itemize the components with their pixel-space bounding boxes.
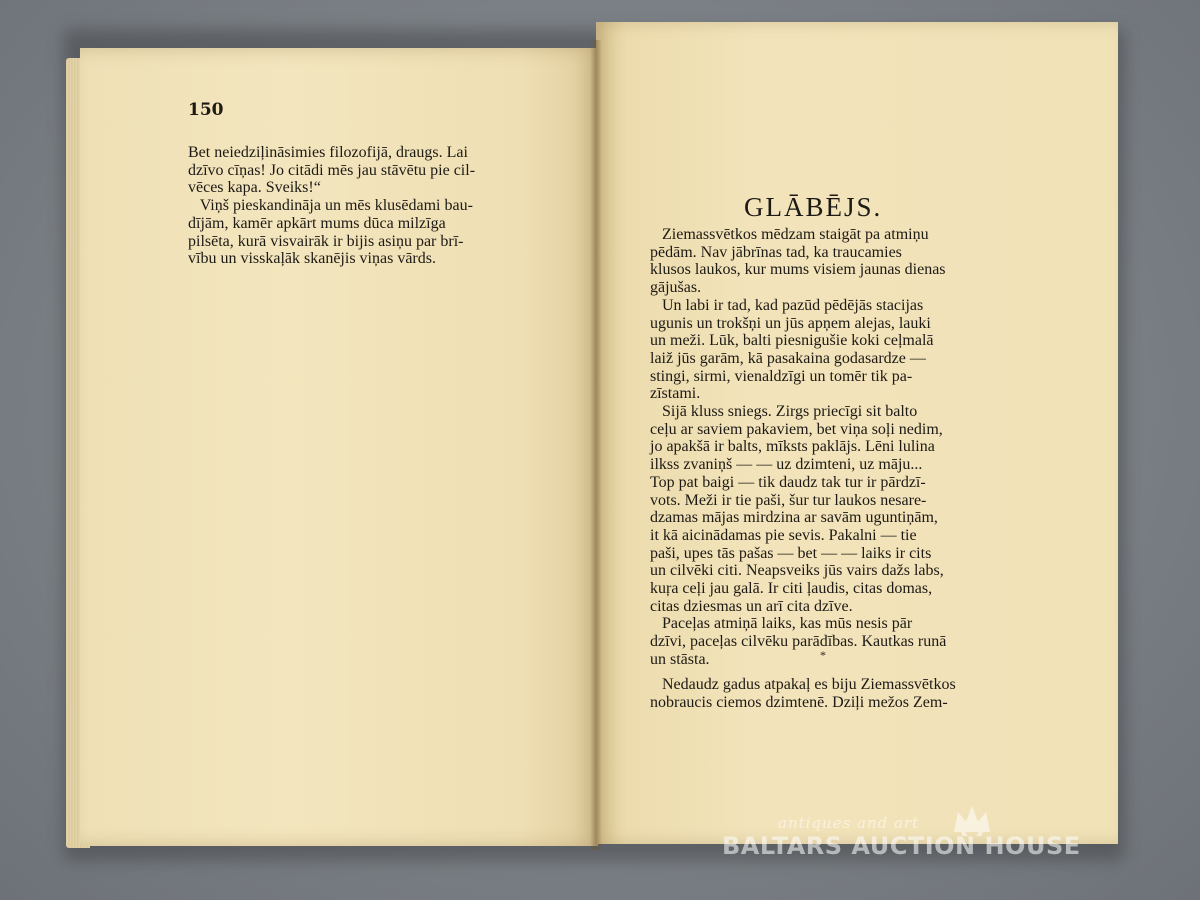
text-line: dzīvi, paceļas cilvēku parādības. Kautkas runā — [650, 633, 947, 651]
watermark-tagline: antiques and art — [778, 814, 920, 832]
text-line: Top pat baigi — tik daudz tak tur ir pārdzī- — [650, 473, 926, 491]
text-line: Nedaudz gadus atpakaļ es biju Ziemassvētkos — [650, 676, 956, 693]
text-line: un meži. Lūk, balti piesnigušie koki ceļmalā — [650, 332, 934, 350]
text-line: Bet neiedziļināsimies filozofijā, draugs. Lai — [188, 144, 468, 161]
text-line: jo apakšā ir balts, mīksts paklājs. Lēni lulina — [650, 438, 935, 456]
text-line: vību un visskaļāk skanējis viņas vārds. — [188, 250, 436, 268]
text-line: laiž jūs garām, kā pasakaina godasardze — — [650, 349, 926, 367]
section-divider: * — [820, 648, 826, 662]
watermark — [722, 808, 1122, 868]
text-line: pēdām. Nav jābrīnas tad, ka traucamies — [650, 243, 902, 261]
text-line: vots. Meži ir tie paši, šur tur laukos nesare- — [650, 491, 927, 509]
text-line: Ziemassvētkos mēdzam staigāt pa atmiņu — [650, 226, 929, 243]
text-line: klusos laukos, kur mums visiem jaunas dienas — [650, 261, 946, 279]
chapter-title: GLĀBĒJS. — [744, 192, 883, 222]
text-line: it kā aicinādamas pie sevis. Pakalni — tie — [650, 526, 917, 544]
text-line: un stāsta. — [650, 650, 710, 668]
page-number: 150 — [188, 100, 224, 120]
text-line: pilsēta, kurā visvairāk ir bijis asiņu par brī- — [188, 232, 464, 250]
right-page-text — [650, 226, 1010, 669]
crown-icon — [950, 802, 994, 836]
text-line: Un labi ir tad, kad pazūd pēdējās stacijas — [650, 296, 924, 314]
left-page-text — [188, 144, 532, 268]
text-line: ilkss zvaniņš — — uz dzimteni, uz māju... — [650, 456, 923, 474]
text-line: dzīvo cīņas! Jo citādi mēs jau stāvētu pie cil- — [188, 161, 476, 179]
text-line: zīstami. — [650, 385, 701, 403]
text-line: citas dziesmas un arī cita dzīve. — [650, 597, 853, 615]
text-line: Viņš pieskandināja un mēs klusēdami bau- — [188, 197, 473, 215]
text-line: gājušas. — [650, 279, 702, 297]
text-line: dījām, kamēr apkārt mums dūca milzīga — [188, 214, 446, 232]
text-line: dzamas mājas mirdzina ar savām uguntiņām, — [650, 509, 938, 527]
text-line: ugunis un trokšņi un jūs apņem alejas, lauki — [650, 314, 931, 332]
text-line: stingi, sirmi, vienaldzīgi un tomēr tik pa- — [650, 367, 913, 385]
text-line: Paceļas atmiņā laiks, kas mūs nesis pār — [650, 615, 913, 633]
text-line: paši, upes tās pašas — bet — — laiks ir cits — [650, 544, 932, 562]
watermark-brand: BALTARS AUCTION HOUSE — [722, 832, 1081, 860]
text-line: Sijā kluss sniegs. Zirgs priecīgi sit balto — [650, 403, 918, 421]
right-page-text-continued — [650, 676, 1010, 711]
text-line: un cilvēki citi. Neapsveiks jūs vairs dažs labs, — [650, 562, 944, 580]
text-line: kuŗa ceļi jau galā. Ir citi ļaudis, citas domas, — [650, 580, 933, 598]
text-line: nobraucis ciemos dzimtenē. Dziļi mežos Zem- — [650, 693, 948, 711]
text-line: vēces kapa. Sveiks!“ — [188, 179, 321, 197]
book-gutter — [590, 40, 602, 850]
text-line: ceļu ar saviem pakaviem, bet viņa soļi nedim, — [650, 420, 943, 438]
